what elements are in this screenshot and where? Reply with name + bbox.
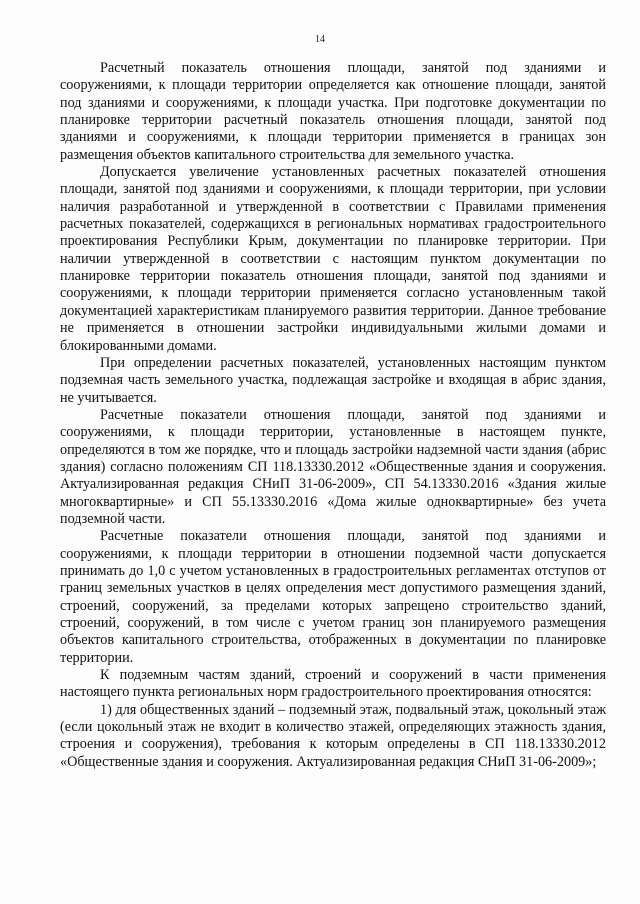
paragraph: Расчетные показатели отношения площади, занятой под зданиями и сооружениями, к площади территории в отношении подземной части допускается принимать до 1,0 с учетом установленных в градостроительных регламентах отступов от границ земельных участков в целях определения мест допустимого размещения зданий, строений, сооружений, за пределами которых запрещено строительство зданий, строений, сооружений, в том числе с учетом границ зон планируемого размещения объектов капитального строительства, отображенных в документации по планировке территории. [60, 528, 606, 666]
page-number: 14 [315, 34, 325, 45]
document-body [60, 60, 606, 771]
list-item-paragraph: 1) для общественных зданий – подземный этаж, подвальный этаж, цокольный этаж (если цокольный этаж не входит в количество этажей, определяющих этажность здания, строения и сооружения), требования к которым определены в СП 118.13330.2012 «Общественные здания и сооружения. Актуализированная редакция СНиП 31-06-2009»; [60, 701, 606, 770]
paragraph: Допускается увеличение установленных расчетных показателей отношения площади, занятой под зданиями и сооружениями, к площади территории, при условии наличия разработанной и утвержденной в соответствии с Правилами применения расчетных показателей, содержащихся в региональных нормативах градостроительного проектирования Республики Крым, документации по планировке территории. При наличии утвержденной в соответствии с настоящим пунктом документации по планировке территории показатель отношения площади, занятой под зданиями и сооружениями, к площади территории применяется согласно установленным такой документацией характеристикам планируемого развития территории. Данное требование не применяется в отношении застройки индивидуальными жилыми домами и блокированными домами. [60, 164, 606, 354]
paragraph: Расчетный показатель отношения площади, занятой под зданиями и сооружениями, к площади территории определяется как отношение площади, занятой под зданиями и сооружениями, к площади участка. При подготовке документации по планировке территории расчетный показатель отношения площади, занятой под зданиями и сооружениями, к площади территории применяется в границах зон размещения объектов капитального строительства для земельного участка. [60, 60, 606, 163]
paragraph: К подземным частям зданий, строений и сооружений в части применения настоящего пункта региональных норм градостроительного проектирования относятся: [60, 667, 606, 701]
paragraph: Расчетные показатели отношения площади, занятой под зданиями и сооружениями, к площади территории, установленные в настоящем пункте, определяются в том же порядке, что и площадь застройки надземной части здания (абрис здания) согласно положениям СП 118.13330.2012 «Общественные здания и сооружения. Актуализированная редакция СНиП 31-06-2009», СП 54.13330.2016 «Здания жилые многоквартирные» и СП 55.13330.2016 «Дома жилые одноквартирные» без учета подземной части. [60, 406, 606, 527]
paragraph: При определении расчетных показателей, установленных настоящим пунктом подземная часть земельного участка, подлежащая застройке и входящая в абрис здания, не учитывается. [60, 354, 606, 406]
